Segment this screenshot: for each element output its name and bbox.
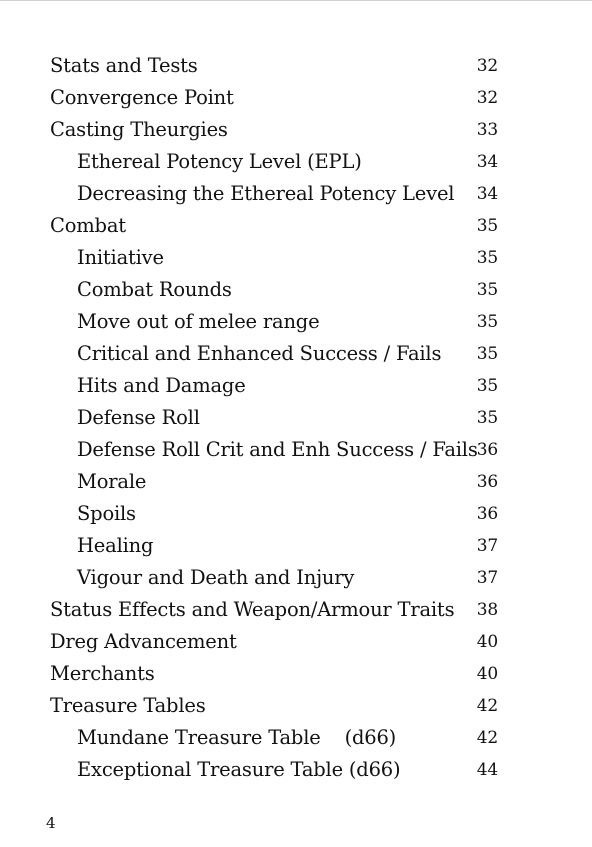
toc-subentry	[50, 146, 498, 178]
toc-entry-page: 35	[476, 280, 498, 300]
toc-subentry	[50, 466, 498, 498]
toc-entry-title: Defense Roll Crit and Enh Success / Fails	[77, 438, 478, 461]
toc-entry-title: Dreg Advancement	[50, 630, 237, 653]
toc-entry-title: Vigour and Death and Injury	[77, 566, 355, 589]
toc-entry-page: 36	[476, 504, 498, 524]
toc-subentry	[50, 402, 498, 434]
toc-entry-page: 37	[476, 568, 498, 588]
toc-subentry	[50, 530, 498, 562]
toc-entry-title: Healing	[77, 534, 154, 557]
toc-subentry	[50, 338, 498, 370]
toc-entry-page: 35	[476, 216, 498, 236]
toc-entry-page: 40	[476, 664, 498, 684]
toc-entry-title: Move out of melee range	[77, 310, 320, 333]
toc-subentry	[50, 498, 498, 530]
toc-entry-page: 32	[476, 88, 498, 108]
toc-entry-page: 32	[476, 56, 498, 76]
toc-entry-title: Hits and Damage	[77, 374, 246, 397]
toc-entry-title: Decreasing the Ethereal Potency Level	[77, 182, 455, 205]
toc-entry-page: 35	[476, 408, 498, 428]
toc-entry	[50, 50, 498, 82]
toc-entry-title: Convergence Point	[50, 86, 234, 109]
toc-entry	[50, 594, 498, 626]
toc-entry	[50, 82, 498, 114]
toc-entry-title: Exceptional Treasure Table (d66)	[77, 758, 401, 781]
toc-subentry	[50, 306, 498, 338]
toc-entry-page: 40	[476, 632, 498, 652]
toc-subentry	[50, 562, 498, 594]
toc-entry	[50, 626, 498, 658]
toc-entry-title: Treasure Tables	[50, 694, 206, 717]
toc-subentry	[50, 242, 498, 274]
toc-entry-page: 34	[476, 152, 498, 172]
toc-entry-title: Critical and Enhanced Success / Fails	[77, 342, 442, 365]
toc-entry-title: Morale	[77, 470, 147, 493]
toc-entry	[50, 690, 498, 722]
toc-subentry	[50, 434, 498, 466]
toc-entry-title: Merchants	[50, 662, 155, 685]
toc-entry-page: 33	[476, 120, 498, 140]
toc-entry-page: 37	[476, 536, 498, 556]
toc-subentry	[50, 370, 498, 402]
table-of-contents	[50, 50, 498, 786]
top-border	[0, 0, 592, 1]
toc-entry	[50, 658, 498, 690]
toc-entry-title: Spoils	[77, 502, 136, 525]
toc-entry-title: Combat	[50, 214, 126, 237]
page-number: 4	[46, 814, 56, 832]
toc-entry-page: 35	[476, 344, 498, 364]
toc-entry-page: 44	[476, 760, 498, 780]
toc-subentry	[50, 722, 498, 754]
toc-entry-title: Defense Roll	[77, 406, 200, 429]
toc-subentry	[50, 274, 498, 306]
toc-subentry	[50, 178, 498, 210]
toc-entry-page: 35	[476, 312, 498, 332]
toc-entry-title: Combat Rounds	[77, 278, 232, 301]
toc-subentry	[50, 754, 498, 786]
toc-entry-page: 42	[476, 728, 498, 748]
toc-entry-page: 38	[476, 600, 498, 620]
toc-entry-title: Mundane Treasure Table (d66)	[77, 726, 397, 749]
toc-entry-title: Stats and Tests	[50, 54, 198, 77]
toc-entry-title: Casting Theurgies	[50, 118, 228, 141]
toc-entry-title: Initiative	[77, 246, 164, 269]
toc-entry	[50, 114, 498, 146]
toc-entry-page: 34	[476, 184, 498, 204]
toc-entry-title: Ethereal Potency Level (EPL)	[77, 150, 362, 173]
toc-entry	[50, 210, 498, 242]
toc-entry-page: 36	[476, 440, 498, 460]
toc-entry-page: 42	[476, 696, 498, 716]
toc-entry-page: 36	[476, 472, 498, 492]
toc-entry-page: 35	[476, 376, 498, 396]
toc-entry-page: 35	[476, 248, 498, 268]
toc-entry-title: Status Effects and Weapon/Armour Traits	[50, 598, 455, 621]
